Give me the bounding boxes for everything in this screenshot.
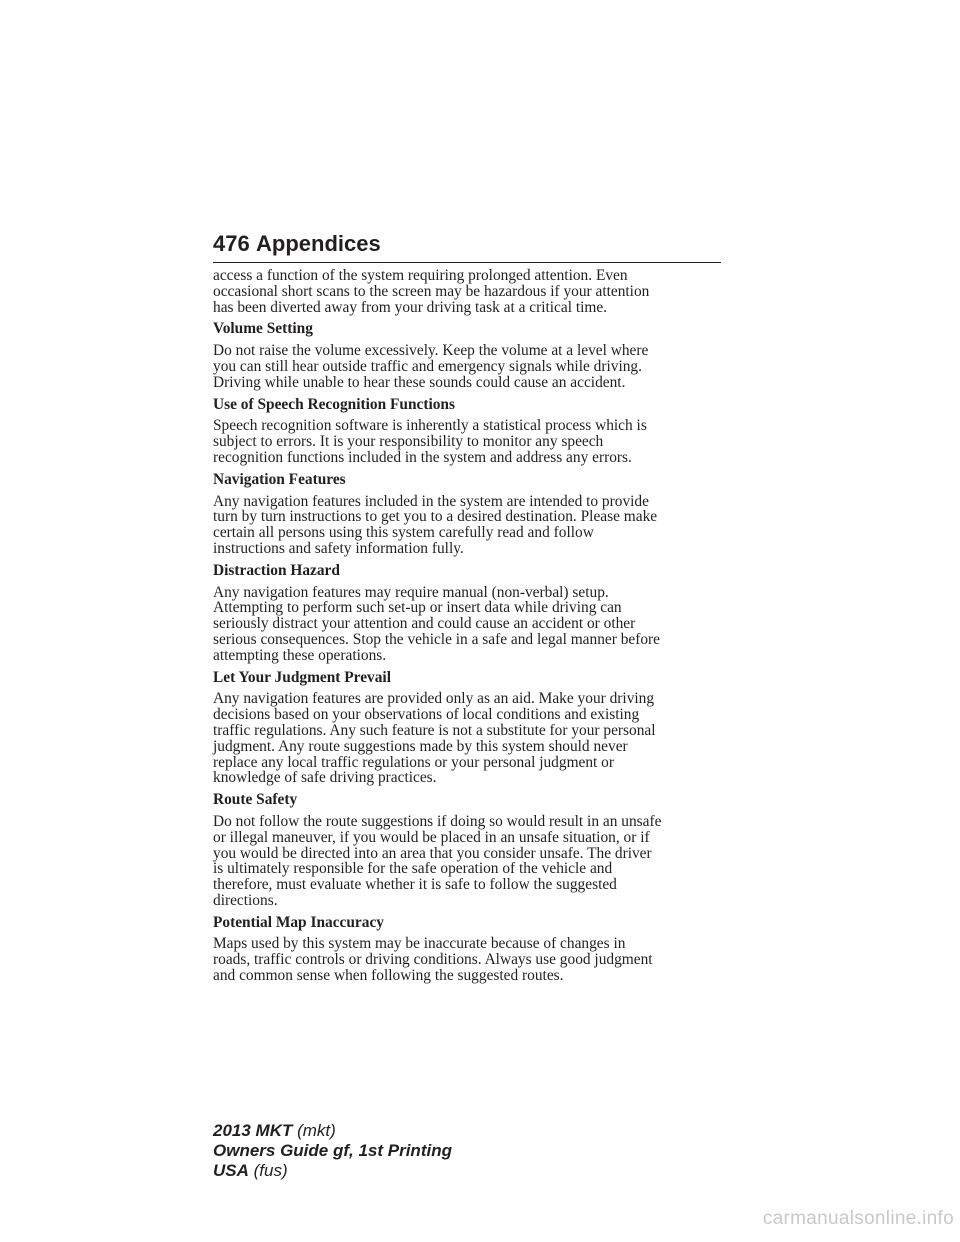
paragraph-map-inaccuracy: Maps used by this system may be inaccurate because of changes in roads, traffic controls or driving conditions. Always use good judgment and common sense when following the suggested routes. — [213, 935, 653, 985]
page-header — [213, 230, 721, 263]
footer-market: USA — [213, 1161, 249, 1180]
footer-market-code: (fus) — [253, 1161, 288, 1180]
paragraph-distraction-hazard: Any navigation features may require manual (non-verbal) setup. Attempting to perform such set-up or insert data while driving can seriously distract your attention and could cause an accident or other serious consequences. Stop the vehicle in a safe and legal manner before attempting these operations. — [213, 583, 661, 664]
watermark: carmanualsonline.info — [762, 1208, 954, 1229]
heading-speech-recognition: Use of Speech Recognition Functions — [213, 395, 455, 413]
print-footer — [213, 1121, 452, 1181]
heading-volume-setting: Volume Setting — [213, 320, 313, 338]
paragraph-navigation-features: Any navigation features included in the system are intended to provide turn by turn instructions to get you to a desired destination. Please make certain all persons using this system carefully read and follow instructions and safety information fully. — [213, 492, 658, 557]
heading-judgment-prevail: Let Your Judgment Prevail — [213, 668, 391, 686]
paragraph-speech-recognition: Speech recognition software is inherently a statistical process which is subject to errors. It is your responsibility to monitor any speech recognition functions included in the system and address any errors. — [213, 417, 647, 466]
heading-map-inaccuracy: Potential Map Inaccuracy — [213, 913, 384, 931]
heading-route-safety: Route Safety — [213, 791, 298, 809]
page-content — [213, 268, 733, 990]
heading-navigation-features: Navigation Features — [213, 470, 346, 488]
paragraph-judgment-prevail: Any navigation features are provided only as an aid. Make your driving decisions based on your observations of local conditions and existing traffic regulations. Any such feature is not a substitute for your personal judgment. Any route suggestions made by this system should never replace any local traffic regulations or your personal judgment or knowledge of safe driving practices. — [213, 690, 656, 787]
paragraph-route-safety: Do not follow the route suggestions if doing so would result in an unsafe or illegal maneuver, if you would be placed in an unsafe situation, or if you would be directed into an area that you consider unsafe. The driver is ultimately responsible for the safe operation of the vehicle and therefore, must evaluate whether it is safe to follow the suggested directions. — [213, 812, 662, 909]
footer-printing: Owners Guide gf, 1st Printing — [213, 1141, 452, 1160]
intro-paragraph: access a function of the system requiring prolonged attention. Even occasional short scans to the screen may be hazardous if your attention has been diverted away from your driving task at a critical time. — [213, 267, 650, 316]
footer-model-code: (mkt) — [297, 1121, 336, 1140]
footer-line-model — [213, 1121, 452, 1141]
section-title: Appendices — [256, 231, 381, 256]
paragraph-volume-setting: Do not raise the volume excessively. Keep the volume at a level where you can still hear outside traffic and emergency signals while driving. Driving while unable to hear these sounds could cause an accident. — [213, 342, 649, 391]
heading-distraction-hazard: Distraction Hazard — [213, 561, 340, 579]
page-number: 476 — [213, 231, 250, 256]
footer-line-market — [213, 1161, 452, 1181]
footer-model: 2013 MKT — [213, 1121, 293, 1140]
